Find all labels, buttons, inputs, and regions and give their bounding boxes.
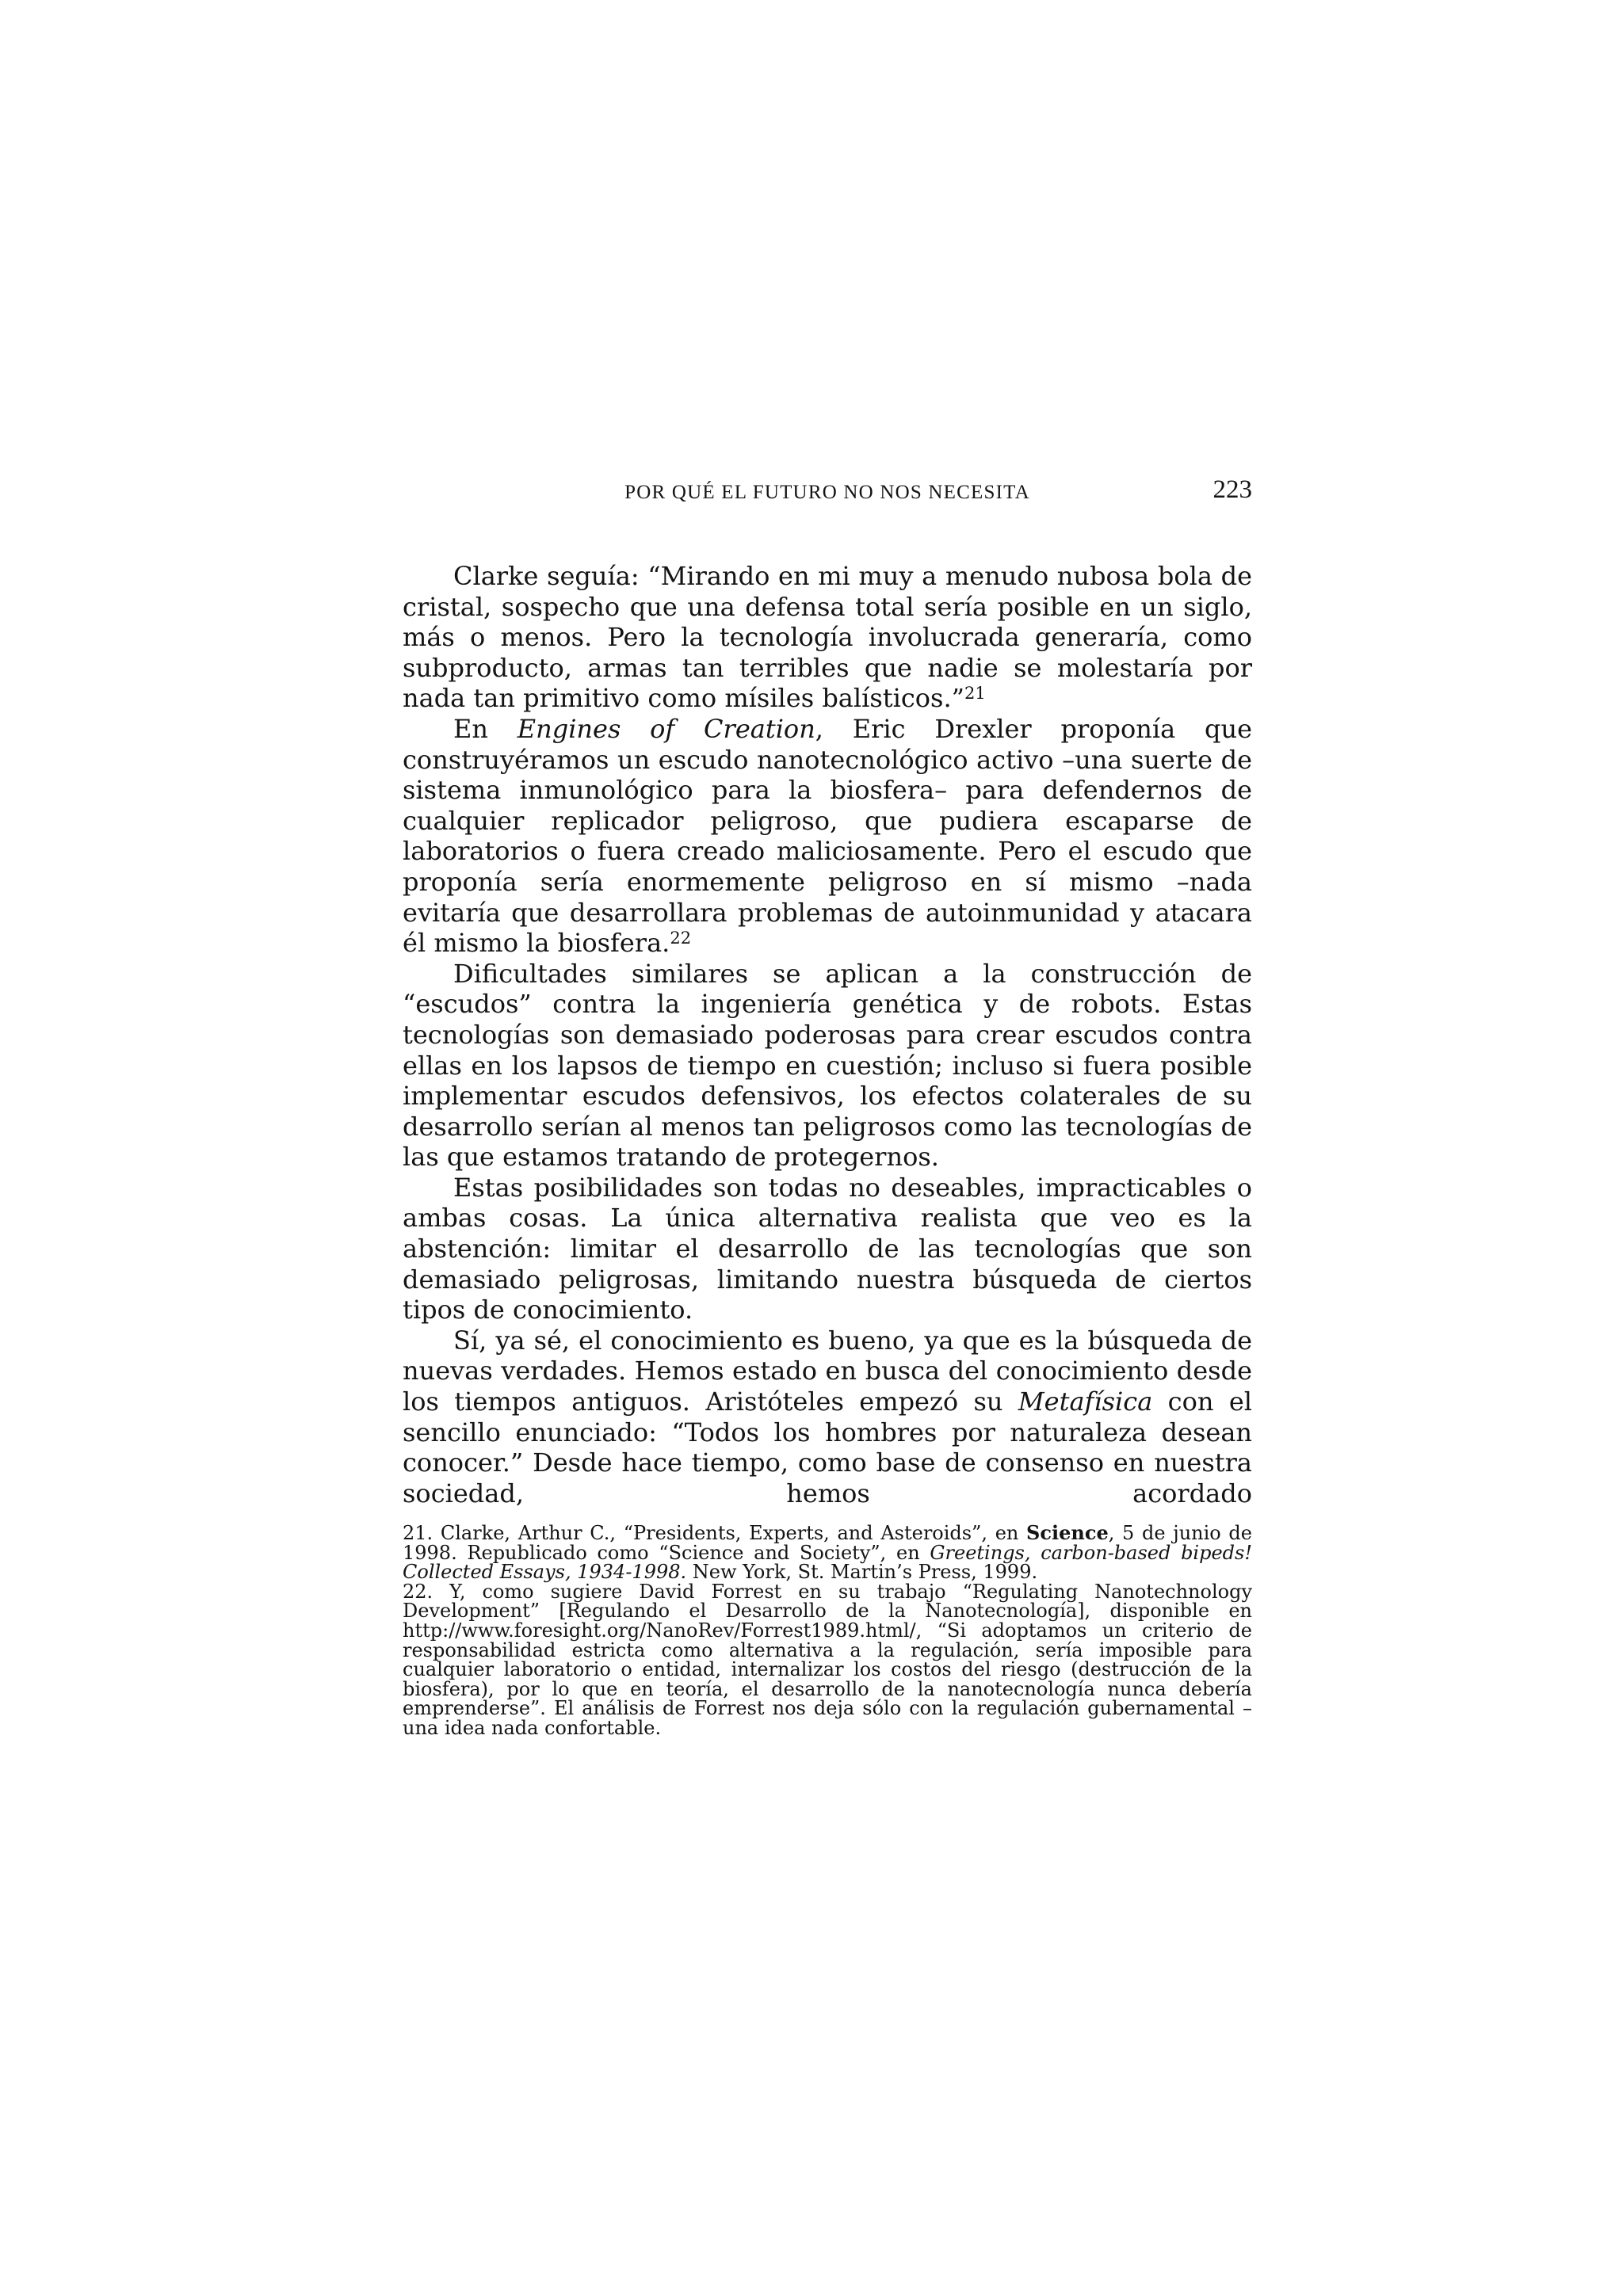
footnote-21	[403, 1521, 1253, 1584]
body-text	[403, 561, 1252, 1508]
paragraph-3: Dificultades similares se aplican a la construcción de “escudos” contra la ingeniería genética y de robots. Estas tecnologías son demasiado poderosas para crear escudos contra ellas en los lapsos de tiempo en cuestión; incluso si fuera posible implementar escudos defensivos, los efectos colaterales de su desarrollo serían al menos tan peligrosos como las tecnologías de las que estamos tratando de protegernos.	[403, 958, 1252, 1173]
paragraph-4: Estas posibilidades son todas no deseables, impracticables o ambas cosas. La única alternativa realista que veo es la abstención: limitar el desarrollo de las tecnologías que son demasiado peligrosas, limitando nuestra búsqueda de ciertos tipos de conocimiento.	[403, 1172, 1252, 1325]
footnote-21-mid: , 5 de junio de 1998. Republicado como “Science and Society”, en	[403, 1522, 1253, 1564]
paragraph-2-lead: En	[453, 713, 517, 744]
paragraph-5	[403, 1325, 1252, 1509]
book-title-metafisica: Metafísica	[1018, 1386, 1153, 1417]
paragraph-5-lead: Sí, ya sé, el conocimiento es bueno, ya que es la búsqueda de nuevas verdades. Hemos estado en busca del conocimiento desde los tiempos antiguos. Aristóteles empezó su	[403, 1325, 1252, 1417]
paragraph-2-text: , Eric Drexler proponía que construyéramos un escudo nanotecnológico activo –una suerte de sistema inmunológico para la biosfera– para defendernos de cualquier replicador peligroso, que pudiera escaparse de laboratorios o fuera creado maliciosamente. Pero el escudo que proponía sería enormemente peligroso en sí mismo –nada evitaría que desarrollara problemas de autoinmunidad y atacara él mismo la biosfera.	[403, 713, 1252, 959]
running-header	[403, 472, 1252, 512]
footnote-21-tail: New York, St. Martin’s Press, 1999.	[686, 1561, 1038, 1584]
footnote-21-journal: Science	[1026, 1521, 1109, 1544]
page-number: 223	[1212, 475, 1252, 504]
footnote-21-lead: 21. Clarke, Arthur C., “Presidents, Experts, and Asteroids”, en	[403, 1522, 1027, 1544]
footnotes	[403, 1521, 1253, 1739]
paragraph-1-text: Clarke seguía: “Mirando en mi muy a menudo nubosa bola de cristal, sospecho que una defensa total sería posible en un siglo, más o menos. Pero la tecnología involucrada generaría, como subproducto, armas tan terribles que nadie se molestaría por nada tan primitivo como mísiles balísticos.”	[403, 561, 1252, 714]
paragraph-5-text: con el sencillo enunciado: “Todos los hombres por naturaleza desean conocer.” Desde hace tiempo, como base de consenso en nuestra sociedad, hemos acordado	[403, 1386, 1253, 1508]
footnote-21-book-title: Greetings, carbon-based bipeds! Collected Essays, 1934-1998.	[403, 1541, 1252, 1584]
book-title-engines-of-creation: Engines of Creation	[517, 713, 815, 744]
paragraph-2	[403, 714, 1252, 959]
footnote-ref-21: 21	[964, 684, 986, 704]
running-title: POR QUÉ EL FUTURO NO NOS NECESITA	[624, 482, 1030, 503]
footnote-ref-22: 22	[670, 929, 692, 948]
paragraph-1	[403, 561, 1252, 714]
footnote-22: 22. Y, como sugiere David Forrest en su trabajo “Regulating Nanotechnology Development” [Regulando el Desarrollo de la Nanotecnología], disponible en http://www.foresight.org/NanoRev/Forrest1989.html/, “Si adoptamos un criterio de responsabilidad estricta como alternativa a la regulación, sería imposible para cualquier laboratorio o entidad, internalizar los costos del riesgo (destrucción de la biosfera), por lo que en teoría, el desarrollo de la nanotecnología nunca debería emprenderse”. El análisis de Forrest nos deja sólo con la regulación gubernamental –una idea nada confortable.	[403, 1580, 1252, 1739]
